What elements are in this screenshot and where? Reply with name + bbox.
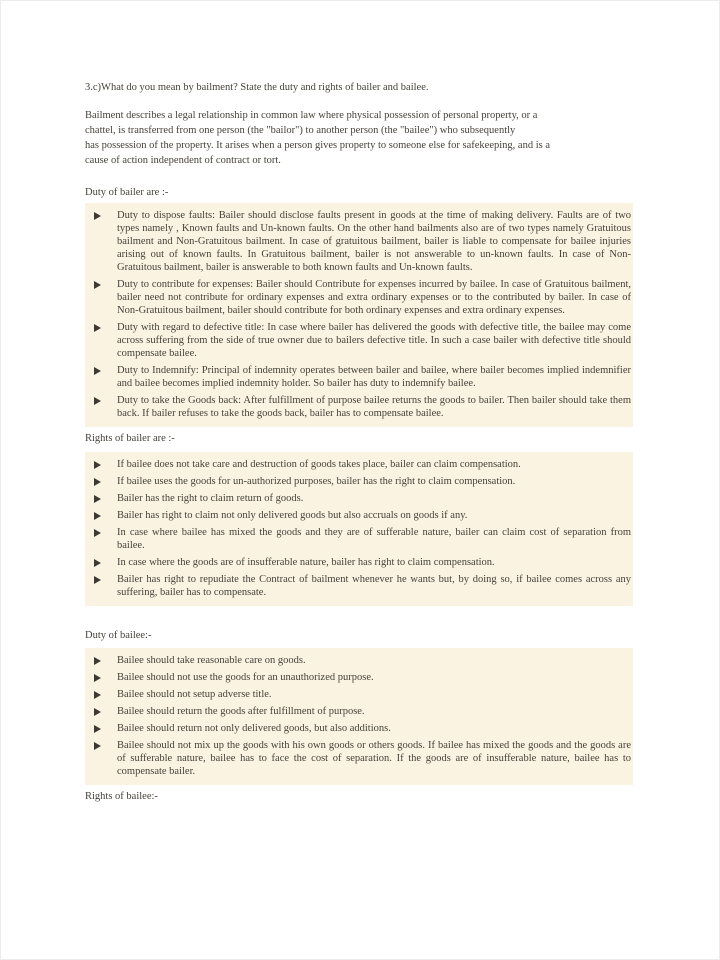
list-item [85,321,633,360]
list-item [85,458,633,471]
arrow-bullet-icon [94,212,101,220]
arrow-bullet-icon [94,742,101,750]
duty-of-bailee-list [85,648,633,785]
list-item [85,556,633,569]
list-item-text: In case where the goods are of insufferable nature, bailer has right to claim compensation. [117,557,495,568]
question-title: 3.c)What do you mean by bailment? State the duty and rights of bailer and bailee. [85,82,429,93]
arrow-bullet-icon [94,674,101,682]
duty-of-bailer-list [85,203,633,427]
arrow-bullet-icon [94,367,101,375]
arrow-bullet-icon [94,478,101,486]
list-item [85,364,633,390]
arrow-bullet-icon [94,461,101,469]
list-item [85,739,633,778]
intro-line: Bailment describes a legal relationship in common law where physical possession of personal property, or a [85,110,538,121]
list-item-text: Bailer has right to repudiate the Contract of bailment whenever he wants but, by doing so, if bailee comes across any suffering, bailer has to compensate. [117,574,631,598]
list-item-text: Bailee should take reasonable care on goods. [117,655,306,666]
list-item [85,492,633,505]
list-item [85,654,633,667]
list-item [85,671,633,684]
arrow-bullet-icon [94,576,101,584]
list-item-text: Duty to contribute for expenses: Bailer should Contribute for expenses incurred by bailee. In case of Gratuitous bailment, bailer need not contribute for ordinary expenses and extra ordinary expenses or to the contributed by bailer. In case of Non-Gratuitous bailment, bailer should contribute for both ordinary expenses and extra ordinary expenses. [117,279,631,316]
list-item-text: Bailee should return not only delivered goods, but also additions. [117,723,391,734]
list-item [85,394,633,420]
rights-of-bailer-list [85,452,633,606]
list-item-text: Bailee should return the goods after fulfillment of purpose. [117,706,365,717]
list-item-text: Duty to take the Goods back: After fulfillment of purpose bailee returns the goods to bailer. Then bailer should take them back. If bailer refuses to take the goods back, bailer has to compensate bailee. [117,395,631,419]
arrow-bullet-icon [94,529,101,537]
arrow-bullet-icon [94,708,101,716]
section-heading-rights-of-bailer: Rights of bailer are :- [85,433,175,444]
arrow-bullet-icon [94,512,101,520]
list-item-text: Duty to Indemnify: Principal of indemnity operates between bailer and bailee, where bailer becomes implied indemnifier and bailee becomes implied indemnity holder. So bailer has duty to indemnify bailee. [117,365,631,389]
list-item [85,509,633,522]
list-item-text: Duty to dispose faults: Bailer should disclose faults present in goods at the time of making delivery. Faults are of two types namely , Known faults and Un-known faults. On the other hand bailments also are of two types namely Gratuitous bailment and Non-Gratuitous bailment. In case of gratuitous bailment, bailer is liable to compensate for bailee injuries arising out of known faults. In Gratuitous bailment, bailer is not answerable to un-known faults. In case of Non-Gratuitous bailment, bailer is answerable to both known faults and Un-known faults. [117,210,631,273]
section-heading-duty-of-bailer: Duty of bailer are :- [85,187,169,198]
list-item [85,688,633,701]
list-item-text: If bailee does not take care and destruction of goods takes place, bailer can claim compensation. [117,459,521,470]
list-item [85,705,633,718]
arrow-bullet-icon [94,725,101,733]
section-heading-rights-of-bailee: Rights of bailee:- [85,791,158,802]
arrow-bullet-icon [94,559,101,567]
list-item-text: If bailee uses the goods for un-authorized purposes, bailer has the right to claim compensation. [117,476,516,487]
arrow-bullet-icon [94,657,101,665]
list-item-text: Bailee should not mix up the goods with his own goods or others goods. If bailee has mixed the goods and the goods are of sufferable nature, bailee has to face the cost of separation. If the goods are of insufferable nature, bailee has to compensate bailer. [117,740,631,777]
list-item-text: Bailee should not use the goods for an unauthorized purpose. [117,672,374,683]
list-item-text: Bailee should not setup adverse title. [117,689,272,700]
list-item-text: Duty with regard to defective title: In case where bailer has delivered the goods with defective title, the bailee may come across suffering from the side of true owner due to bailers defective title. In such a case bailer with defective title should compensate bailee. [117,322,631,359]
intro-line: has possession of the property. It arises when a person gives property to someone else for safekeeping, and is a [85,140,550,151]
list-item [85,722,633,735]
list-item-text: Bailer has right to claim not only delivered goods but also accruals on goods if any. [117,510,468,521]
list-item [85,526,633,552]
arrow-bullet-icon [94,324,101,332]
document-content [85,80,633,810]
list-item [85,573,633,599]
arrow-bullet-icon [94,495,101,503]
intro-line: cause of action independent of contract or tort. [85,155,281,166]
list-item [85,209,633,274]
list-item-text: In case where bailee has mixed the goods and they are of sufferable nature, bailer can claim cost of separation from bailee. [117,527,631,551]
list-item [85,278,633,317]
list-item-text: Bailer has the right to claim return of goods. [117,493,304,504]
section-heading-duty-of-bailee: Duty of bailee:- [85,630,152,641]
intro-paragraph [85,108,633,168]
arrow-bullet-icon [94,281,101,289]
intro-line: chattel, is transferred from one person (the "bailor") to another person (the "bailee") who subsequently [85,125,516,136]
arrow-bullet-icon [94,691,101,699]
list-item [85,475,633,488]
arrow-bullet-icon [94,397,101,405]
